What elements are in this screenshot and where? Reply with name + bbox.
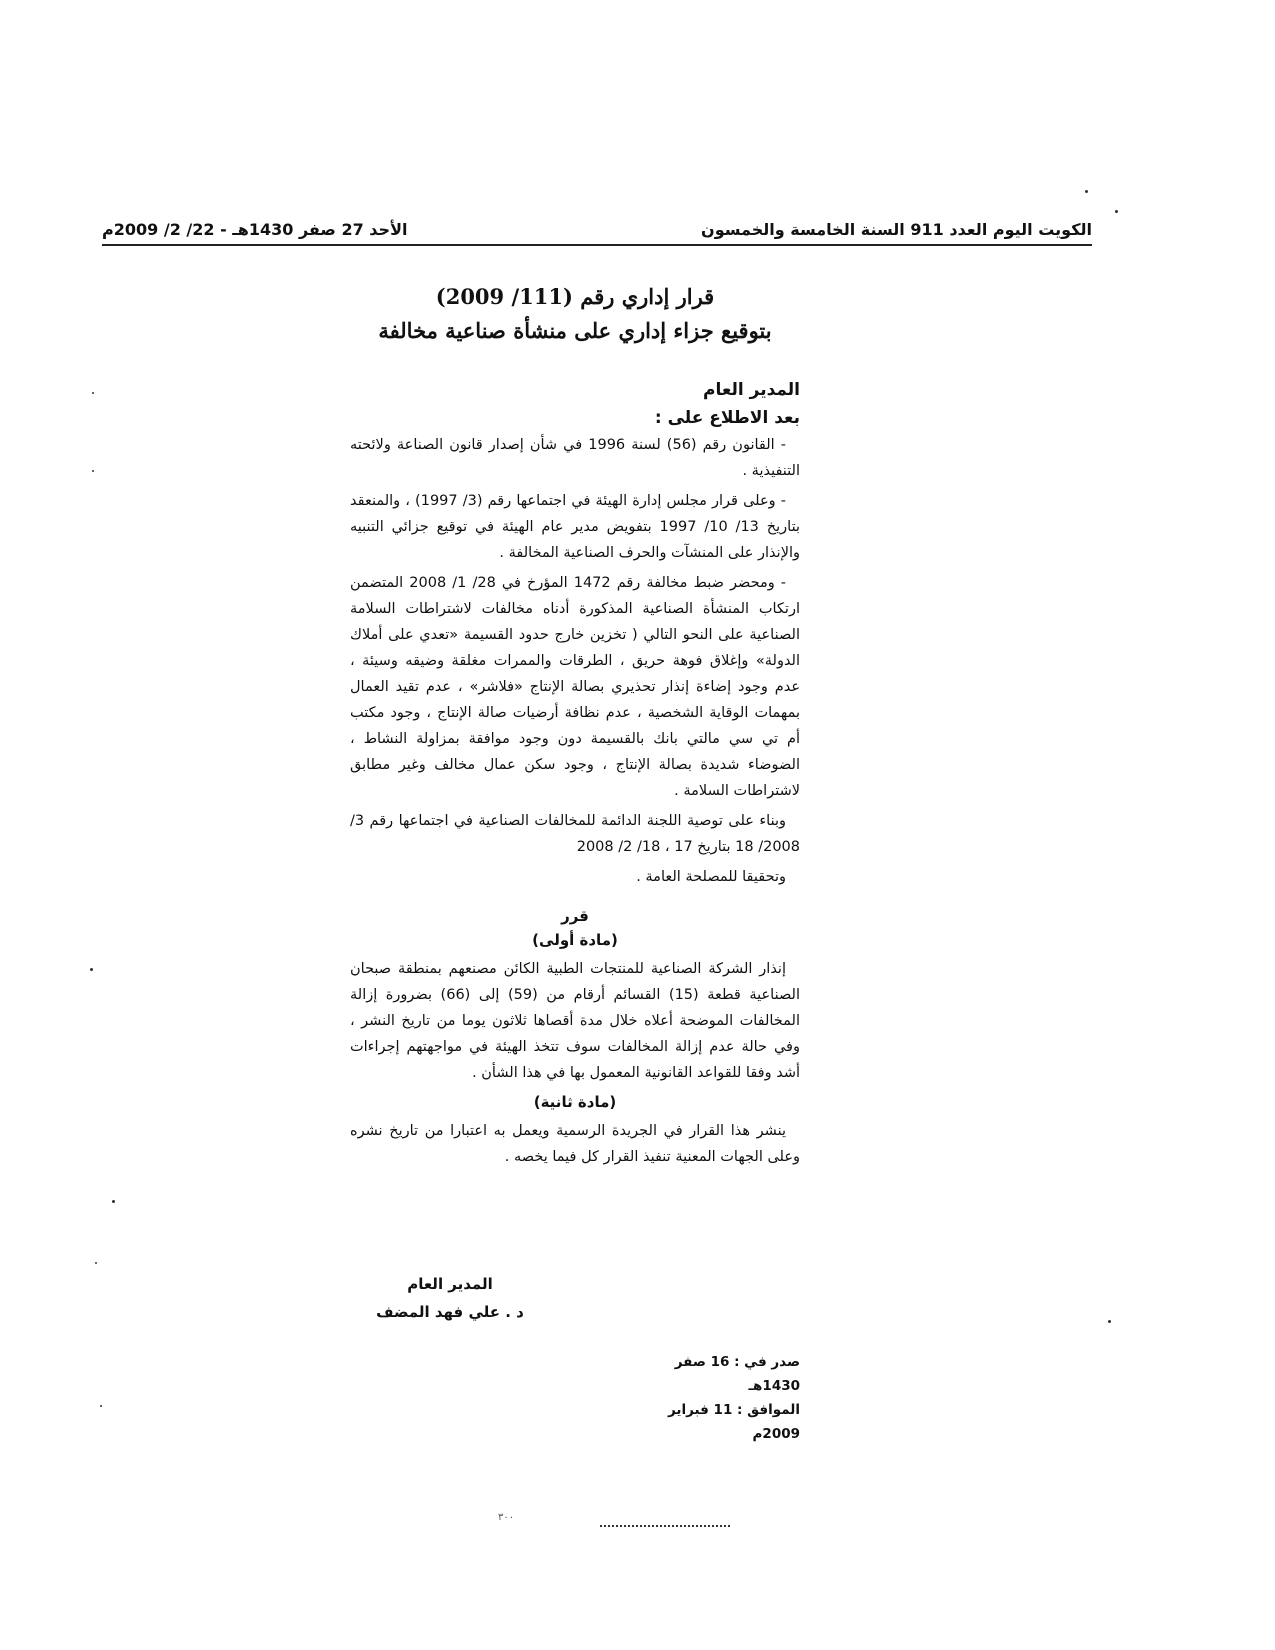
signature-title: المدير العام: [407, 1275, 493, 1293]
issuing-authority: المدير العام: [703, 380, 800, 400]
scan-speck: [100, 1405, 102, 1407]
header-date: الأحد 27 صفر 1430هـ - 22/ 2/ 2009م: [102, 220, 408, 239]
header-divider: [102, 244, 1092, 246]
scan-speck: [1115, 210, 1118, 213]
issued-date-block: [620, 1350, 800, 1446]
preamble-paragraph: - وعلى قرار مجلس إدارة الهيئة في اجتماعها رقم (3/ 1997) ، والمنعقد بتاريخ 13/ 10/ 1997 بتفويض مدير عام الهيئة في توقيع جزائي التنبيه والإنذار على المنشآت والحرف الصناعية المخالفة .: [350, 493, 800, 561]
scan-speck: [90, 968, 93, 971]
preamble-paragraph: - القانون رقم (56) لسنة 1996 في شأن إصدار قانون الصناعة ولائحته التنفيذية .: [350, 437, 800, 479]
scan-speck: [1085, 190, 1088, 193]
gazette-header: [102, 212, 1092, 242]
decree-body: [350, 280, 800, 1174]
scan-speck: [92, 470, 94, 472]
scan-speck: [95, 1262, 97, 1264]
scan-speck: [92, 392, 94, 394]
issued-hijri: صدر في : 16 صفر 1430هـ: [674, 1354, 800, 1394]
preamble-paragraph: - ومحضر ضبط مخالفة رقم 1472 المؤرخ في 28/ 1/ 2008 المتضمن ارتكاب المنشأة الصناعية المذكورة أدناه مخالفات لاشتراطات السلامة الصناعية على النحو التالي ( تخزين خارج حدود القسيمة «تعدي على أملاك الدولة» وإغلاق فوهة حريق ، الطرقات والممرات مغلقة وضيقه وسيئة ، عدم وجود إضاءة إنذار تحذيري بصالة الإنتاج «فلاشر» ، عدم تقيد العمال بمهمات الوقاية الشخصية ، عدم نظافة أرضيات صالة الإنتاج ، وجود مكتب أم تي سي مالتي بانك بالقسيمة دون وجود موافقة بمزاولة النشاط ، الضوضاء شديدة بصالة الإنتاج ، وجود سكن عمال مخالف وغير مطابق لاشتراطات السلامة .: [350, 575, 800, 799]
signature-block: [370, 1270, 530, 1326]
decision-heading: قرر: [561, 907, 589, 925]
issued-gregorian: الموافق : 11 فبراير 2009م: [668, 1402, 800, 1442]
preamble-paragraph: وتحقيقا للمصلحة العامة .: [636, 869, 786, 885]
decree-title-line2: بتوقيع جزاء إداري على منشأة صناعية مخالفة: [378, 318, 772, 343]
decree-title: [350, 280, 800, 348]
article2-text: ينشر هذا القرار في الجريدة الرسمية ويعمل به اعتبارا من تاريخ نشره وعلى الجهات المعنية تنفيذ القرار كل فيما يخصه .: [350, 1123, 800, 1165]
scan-speck: [112, 1200, 115, 1203]
article1-text: إنذار الشركة الصناعية للمنتجات الطبية الكائن مصنعهم بمنطقة صبحان الصناعية قطعة (15) القسائم أرقام من (59) إلى (66) بضرورة إزالة المخالفات الموضحة أعلاه خلال مدة أقصاها ثلاثون يوما من تاريخ النشر ، وفي حالة عدم إزالة المخالفات سوف تتخذ الهيئة في مواجهتهم إجراءات أشد وفقا للقواعد القانونية المعمول بها في هذا الشأن .: [350, 961, 800, 1081]
preamble-paragraph: وبناء على توصية اللجنة الدائمة للمخالفات الصناعية في اجتماعها رقم 3/ 2008/ 18 بتاريخ 17 ، 18/ 2/ 2008: [350, 813, 800, 855]
after-review-heading: بعد الاطلاع على :: [654, 408, 800, 428]
scan-speck: [1108, 1320, 1111, 1323]
article1-title: (مادة أولى): [532, 931, 618, 949]
footer-rule: [600, 1525, 730, 1527]
decree-title-line1: قرار إداري رقم (111/ 2009): [435, 284, 715, 309]
article2-title: (مادة ثانية): [533, 1093, 617, 1111]
header-issue-info: الكويت اليوم العدد 911 السنة الخامسة والخمسون: [701, 220, 1092, 239]
page-number: ٣٠٠: [498, 1512, 515, 1523]
signature-name: د . علي فهد المضف: [376, 1303, 524, 1321]
